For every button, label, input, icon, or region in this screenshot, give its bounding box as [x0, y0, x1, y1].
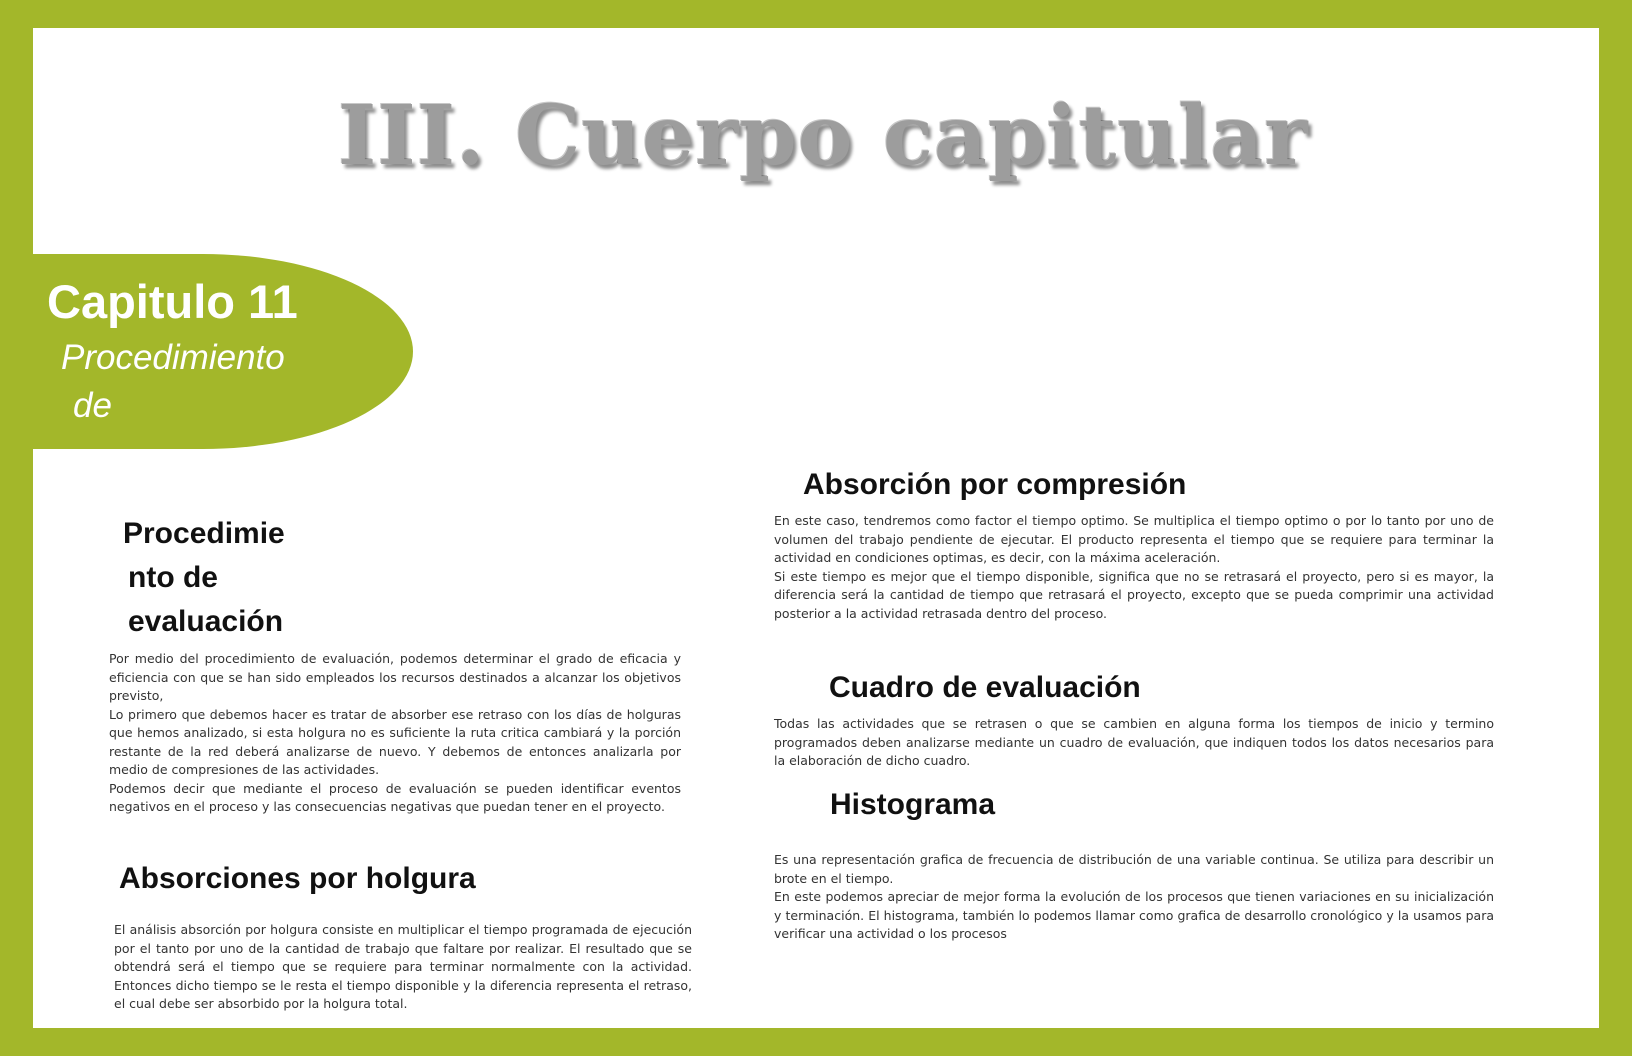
- chapter-subtitle: [61, 334, 321, 430]
- chapter-subtitle-line: Procedimiento: [61, 338, 285, 377]
- section-heading-cuadro: Cuadro de evaluación: [829, 671, 1141, 704]
- heading-line: evaluación: [128, 605, 284, 638]
- paragraph: Es una representación grafica de frecuencia de distribución de una variable continua. Se utiliza para describir un brote en el tiempo.: [774, 852, 1494, 886]
- section-body-compresion: [774, 512, 1494, 623]
- heading-line: Procedimie: [123, 517, 285, 550]
- paragraph: Por medio del procedimiento de evaluación, podemos determinar el grado de eficacia y eficiencia con que se han sido empleados los recursos destinados a alcanzar los objetivos previsto,: [109, 651, 681, 703]
- section-heading-histograma: Histograma: [830, 788, 996, 821]
- section-heading-compresion: Absorción por compresión: [803, 468, 1187, 501]
- paragraph: En este podemos apreciar de mejor forma la evolución de los procesos que tienen variaciones en su inicialización y terminación. El histograma, también lo podemos llamar como grafica de desarrollo cronológico y la usamos para verificar una actividad o los procesos: [774, 889, 1494, 941]
- section-heading-procedimiento: [123, 512, 323, 644]
- section-body-cuadro: [774, 715, 1494, 771]
- paragraph: En este caso, tendremos como factor el tiempo optimo. Se multiplica el tiempo optimo o por lo tanto por uno de volumen del trabajo pendiente de ejecutar. El producto representa el tiempo que se requiere para terminar la actividad en condiciones optimas, es decir, con la máxima aceleración.: [774, 513, 1494, 565]
- paragraph: Todas las actividades que se retrasen o que se cambien en alguna forma los tiempos de inicio y termino programados deben analizarse mediante un cuadro de evaluación, que indiquen todos los datos necesarios para la elaboración de dicho cuadro.: [774, 716, 1494, 768]
- chapter-subtitle-line: de: [73, 386, 112, 425]
- section-body-procedimiento: [103, 650, 681, 817]
- paragraph: Si este tiempo es mejor que el tiempo disponible, significa que no se retrasará el proyecto, pero si es mayor, la diferencia será la cantidad de tiempo que retrasará el proyecto, excepto que se pueda comprimir una actividad posterior a la actividad retrasada dentro del proceso.: [774, 568, 1494, 621]
- heading-line: nto de: [128, 561, 218, 594]
- paragraph: El análisis absorción por holgura consiste en multiplicar el tiempo programada de ejecución por el tanto por uno de la cantidad de trabajo que faltare por realizar. El resultado que se obtendrá será el tiempo que se requiere para terminar normalmente con la actividad. Entonces dicho tiempo se le resta el tiempo disponible y la diferencia representa el retraso, el cual debe ser absorbido por la holgura total.: [114, 922, 692, 1011]
- section-heading-holgura: Absorciones por holgura: [119, 862, 476, 895]
- page: [33, 28, 1599, 1028]
- page-title: III. Cuerpo capitular: [338, 88, 1309, 184]
- chapter-title: Capitulo 11: [47, 275, 298, 328]
- section-body-holgura: [110, 921, 692, 1014]
- paragraph: Podemos decir que mediante el proceso de evaluación se pueden identificar eventos negativos en el proceso y las consecuencias negativas que puedan tener en el proyecto.: [109, 780, 681, 814]
- section-body-histograma: [774, 851, 1494, 944]
- paragraph: Lo primero que debemos hacer es tratar de absorber ese retraso con los días de holguras que hemos analizado, si esta holgura no es suficiente la ruta critica cambiará y la porción restante de la red deberá analizarse de nuevo. Y debemos de entonces analizarla por medio de compresiones de las actividades.: [109, 706, 681, 777]
